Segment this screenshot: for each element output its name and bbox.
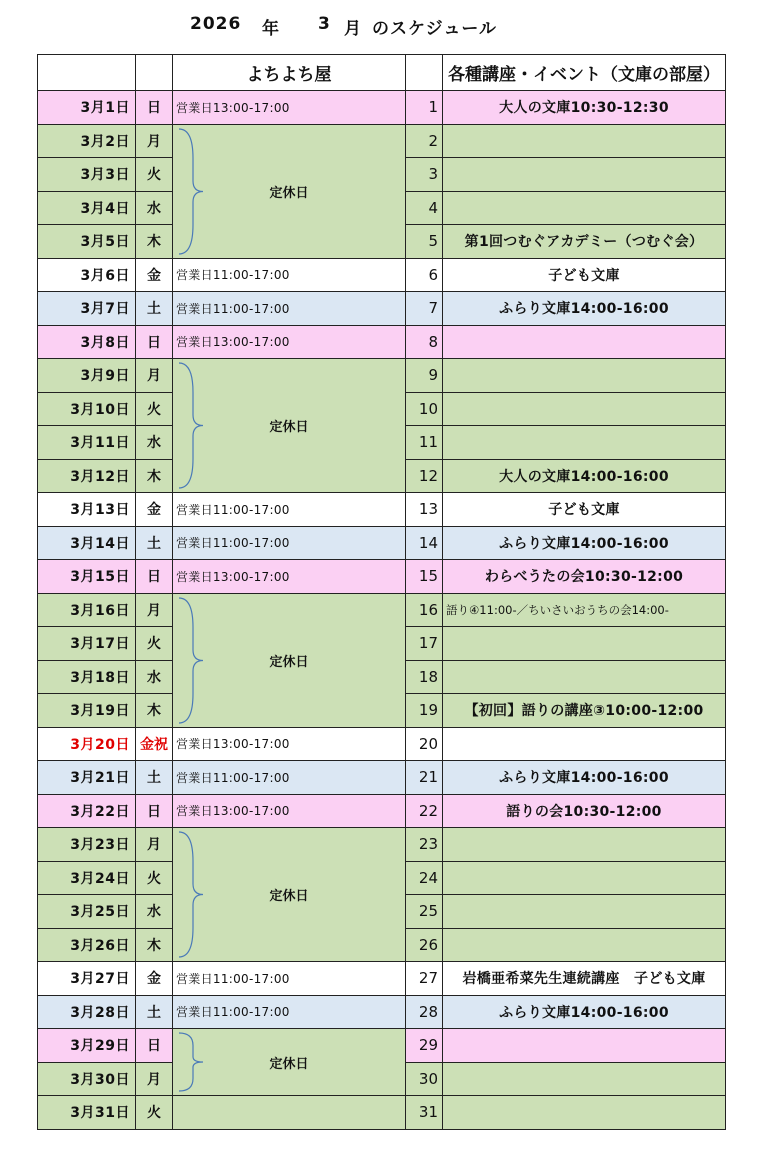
table-row: [38, 1096, 726, 1130]
weekday-cell: 日: [136, 794, 173, 828]
date-cell: 3月15日: [38, 560, 136, 594]
day-number-cell: 13: [406, 493, 443, 527]
hours-cell: 営業日13:00-17:00: [173, 794, 406, 828]
weekday-cell: 日: [136, 560, 173, 594]
closed-day-block: [173, 828, 406, 962]
closed-day-block: [173, 1029, 406, 1096]
date-cell: 3月2日: [38, 124, 136, 158]
day-number-cell: 20: [406, 727, 443, 761]
event-cell: [443, 124, 726, 158]
day-number-cell: 24: [406, 861, 443, 895]
event-cell: [443, 1029, 726, 1063]
weekday-cell: 火: [136, 627, 173, 661]
table-row: [38, 124, 726, 158]
weekday-cell: 水: [136, 895, 173, 929]
hours-cell: 営業日11:00-17:00: [173, 292, 406, 326]
table-row: [38, 493, 726, 527]
date-cell: 3月13日: [38, 493, 136, 527]
date-cell: 3月20日: [38, 727, 136, 761]
table-row: [38, 593, 726, 627]
event-cell: 第1回つむぐアカデミー（つむぐ会）: [443, 225, 726, 259]
closed-day-block: [173, 124, 406, 258]
event-cell: 子ども文庫: [443, 493, 726, 527]
table-row: [38, 325, 726, 359]
day-number-cell: 18: [406, 660, 443, 694]
event-cell: 岩橋亜希菜先生連続講座 子ども文庫: [443, 962, 726, 996]
event-cell: [443, 861, 726, 895]
weekday-cell: 土: [136, 761, 173, 795]
event-cell: [443, 158, 726, 192]
weekday-cell: 土: [136, 292, 173, 326]
date-cell: 3月19日: [38, 694, 136, 728]
weekday-cell: 日: [136, 91, 173, 125]
title-month-unit: 月: [344, 19, 362, 39]
day-number-cell: 21: [406, 761, 443, 795]
day-number-cell: 22: [406, 794, 443, 828]
closed-day-label: 定休日: [269, 1056, 309, 1072]
table-row: [38, 962, 726, 996]
date-cell: 3月21日: [38, 761, 136, 795]
event-cell: わらべうたの会10:30-12:00: [443, 560, 726, 594]
weekday-cell: 金: [136, 962, 173, 996]
closed-day-label: 定休日: [269, 185, 309, 201]
date-cell: 3月30日: [38, 1062, 136, 1096]
weekday-cell: 金祝: [136, 727, 173, 761]
title-suffix: のスケジュール: [372, 19, 497, 39]
day-number-cell: 29: [406, 1029, 443, 1063]
weekday-cell: 火: [136, 158, 173, 192]
day-number-cell: 12: [406, 459, 443, 493]
title-year: 2026: [190, 14, 242, 34]
day-number-cell: 16: [406, 593, 443, 627]
weekday-cell: 月: [136, 828, 173, 862]
event-cell: [443, 627, 726, 661]
header-num: [406, 55, 443, 91]
date-cell: 3月17日: [38, 627, 136, 661]
weekday-cell: 木: [136, 225, 173, 259]
event-cell: [443, 928, 726, 962]
hours-cell: 営業日13:00-17:00: [173, 325, 406, 359]
hours-cell: 営業日13:00-17:00: [173, 91, 406, 125]
closed-day-label: 定休日: [269, 889, 309, 904]
page-title: [0, 14, 784, 48]
event-cell: ふらり文庫14:00-16:00: [443, 761, 726, 795]
weekday-cell: 火: [136, 861, 173, 895]
weekday-cell: 水: [136, 660, 173, 694]
date-cell: 3月5日: [38, 225, 136, 259]
event-cell: 大人の文庫10:30-12:30: [443, 91, 726, 125]
date-cell: 3月1日: [38, 91, 136, 125]
date-cell: 3月25日: [38, 895, 136, 929]
title-year-unit: 年: [262, 19, 280, 39]
weekday-cell: 木: [136, 694, 173, 728]
event-cell: [443, 392, 726, 426]
day-number-cell: 19: [406, 694, 443, 728]
weekday-cell: 日: [136, 1029, 173, 1063]
closed-day-label: 定休日: [269, 420, 309, 435]
table-row: [38, 995, 726, 1029]
header-venue: よちよち屋: [173, 55, 406, 91]
day-number-cell: 27: [406, 962, 443, 996]
weekday-cell: 木: [136, 459, 173, 493]
date-cell: 3月23日: [38, 828, 136, 862]
day-number-cell: 3: [406, 158, 443, 192]
date-cell: 3月6日: [38, 258, 136, 292]
day-number-cell: 26: [406, 928, 443, 962]
event-cell: ふらり文庫14:00-16:00: [443, 995, 726, 1029]
day-number-cell: 6: [406, 258, 443, 292]
date-cell: 3月24日: [38, 861, 136, 895]
hours-cell: [173, 1096, 406, 1130]
table-row: [38, 828, 726, 862]
day-number-cell: 5: [406, 225, 443, 259]
event-cell: [443, 727, 726, 761]
event-cell: [443, 828, 726, 862]
table-row: [38, 794, 726, 828]
closed-day-block: [173, 359, 406, 493]
brace-icon: [173, 359, 213, 492]
weekday-cell: 水: [136, 426, 173, 460]
hours-cell: 営業日11:00-17:00: [173, 493, 406, 527]
date-cell: 3月29日: [38, 1029, 136, 1063]
event-cell: ふらり文庫14:00-16:00: [443, 526, 726, 560]
event-cell: ふらり文庫14:00-16:00: [443, 292, 726, 326]
day-number-cell: 31: [406, 1096, 443, 1130]
day-number-cell: 4: [406, 191, 443, 225]
date-cell: 3月27日: [38, 962, 136, 996]
weekday-cell: 金: [136, 493, 173, 527]
day-number-cell: 23: [406, 828, 443, 862]
hours-cell: 営業日11:00-17:00: [173, 962, 406, 996]
title-month: 3: [318, 14, 331, 34]
table-row: [38, 258, 726, 292]
event-cell: [443, 895, 726, 929]
event-cell: 語りの会10:30-12:00: [443, 794, 726, 828]
closed-day-label: 定休日: [269, 654, 309, 670]
weekday-cell: 月: [136, 593, 173, 627]
day-number-cell: 2: [406, 124, 443, 158]
event-cell: [443, 1062, 726, 1096]
day-number-cell: 28: [406, 995, 443, 1029]
event-cell: [443, 325, 726, 359]
weekday-cell: 火: [136, 1096, 173, 1130]
date-cell: 3月4日: [38, 191, 136, 225]
header-row: [38, 55, 726, 91]
day-number-cell: 25: [406, 895, 443, 929]
event-cell: [443, 660, 726, 694]
table-row: [38, 761, 726, 795]
event-cell: 【初回】語りの講座③10:00-12:00: [443, 694, 726, 728]
event-cell: [443, 191, 726, 225]
day-number-cell: 1: [406, 91, 443, 125]
header-events: 各種講座・イベント（文庫の部屋）: [443, 55, 726, 91]
day-number-cell: 7: [406, 292, 443, 326]
brace-icon: [173, 828, 213, 961]
day-number-cell: 17: [406, 627, 443, 661]
hours-cell: 営業日11:00-17:00: [173, 526, 406, 560]
day-number-cell: 11: [406, 426, 443, 460]
day-number-cell: 15: [406, 560, 443, 594]
day-number-cell: 10: [406, 392, 443, 426]
table-row: [38, 359, 726, 393]
table-row: [38, 727, 726, 761]
date-cell: 3月18日: [38, 660, 136, 694]
weekday-cell: 土: [136, 995, 173, 1029]
event-cell: [443, 426, 726, 460]
weekday-cell: 月: [136, 359, 173, 393]
weekday-cell: 月: [136, 1062, 173, 1096]
weekday-cell: 金: [136, 258, 173, 292]
date-cell: 3月11日: [38, 426, 136, 460]
brace-icon: [173, 1029, 213, 1095]
date-cell: 3月14日: [38, 526, 136, 560]
date-cell: 3月31日: [38, 1096, 136, 1130]
event-cell: [443, 359, 726, 393]
hours-cell: 営業日13:00-17:00: [173, 560, 406, 594]
date-cell: 3月22日: [38, 794, 136, 828]
date-cell: 3月16日: [38, 593, 136, 627]
day-number-cell: 14: [406, 526, 443, 560]
hours-cell: 営業日11:00-17:00: [173, 995, 406, 1029]
date-cell: 3月9日: [38, 359, 136, 393]
event-cell: 語り④11:00-／ちいさいおうちの会14:00-: [443, 593, 726, 627]
table-row: [38, 1029, 726, 1063]
brace-icon: [173, 125, 213, 258]
header-dow: [136, 55, 173, 91]
date-cell: 3月28日: [38, 995, 136, 1029]
event-cell: 大人の文庫14:00-16:00: [443, 459, 726, 493]
weekday-cell: 日: [136, 325, 173, 359]
event-cell: 子ども文庫: [443, 258, 726, 292]
hours-cell: 営業日11:00-17:00: [173, 258, 406, 292]
closed-day-block: [173, 593, 406, 727]
weekday-cell: 木: [136, 928, 173, 962]
weekday-cell: 月: [136, 124, 173, 158]
table-row: [38, 560, 726, 594]
date-cell: 3月7日: [38, 292, 136, 326]
date-cell: 3月26日: [38, 928, 136, 962]
event-cell: [443, 1096, 726, 1130]
date-cell: 3月10日: [38, 392, 136, 426]
table-row: [38, 292, 726, 326]
day-number-cell: 9: [406, 359, 443, 393]
day-number-cell: 30: [406, 1062, 443, 1096]
weekday-cell: 土: [136, 526, 173, 560]
hours-cell: 営業日13:00-17:00: [173, 727, 406, 761]
date-cell: 3月12日: [38, 459, 136, 493]
schedule-table: [37, 54, 726, 1130]
table-row: [38, 91, 726, 125]
table-row: [38, 526, 726, 560]
date-cell: 3月3日: [38, 158, 136, 192]
day-number-cell: 8: [406, 325, 443, 359]
weekday-cell: 火: [136, 392, 173, 426]
date-cell: 3月8日: [38, 325, 136, 359]
header-date: [38, 55, 136, 91]
weekday-cell: 水: [136, 191, 173, 225]
brace-icon: [173, 594, 213, 727]
hours-cell: 営業日11:00-17:00: [173, 761, 406, 795]
